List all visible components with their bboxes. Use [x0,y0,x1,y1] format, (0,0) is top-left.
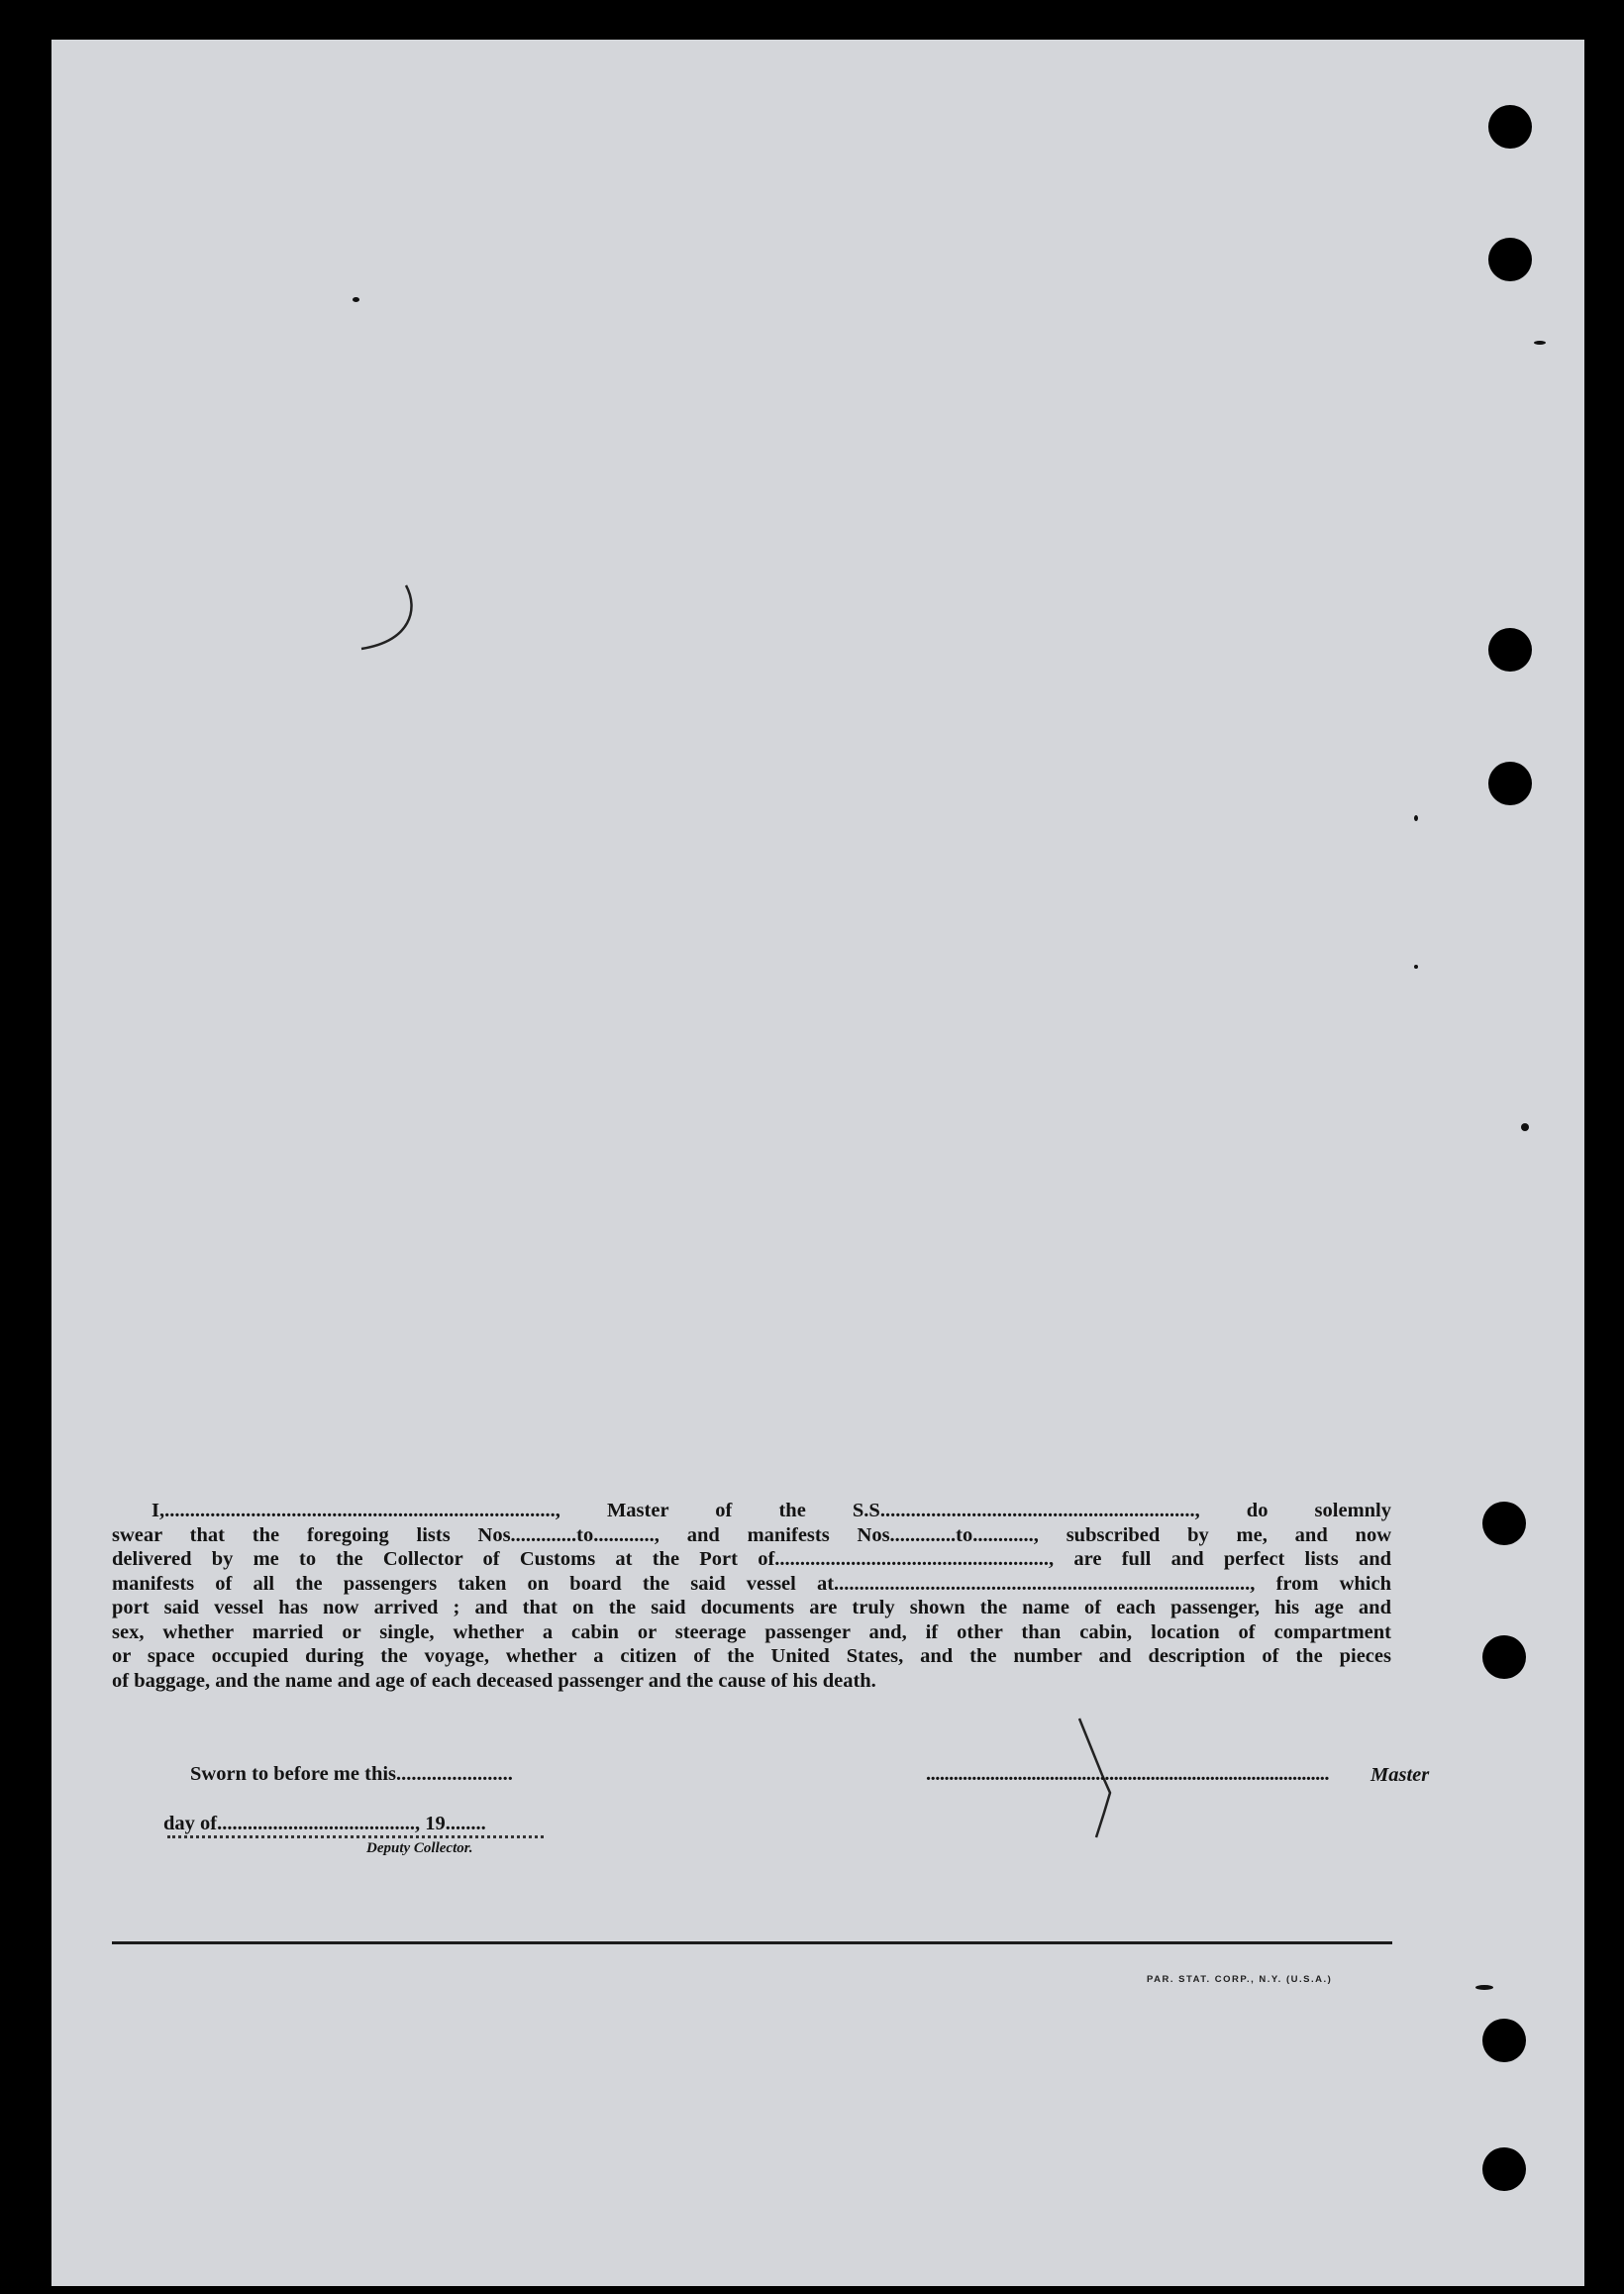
punch-hole [1488,238,1532,281]
oath-line: port said vessel has now arrived ; and that on the said documents are truly shown the name of each passenger, his age and [112,1597,1391,1618]
punch-hole [1482,2019,1526,2062]
punch-hole [1488,628,1532,672]
pencil-mark [352,579,421,659]
punch-hole [1488,105,1532,149]
deputy-signature-line [167,1835,544,1838]
footer-rule [112,1941,1392,1944]
punch-hole [1482,2147,1526,2191]
form-sheet [51,40,1584,2286]
master-label: Master [1370,1764,1430,1786]
oath-paragraph [112,1499,1391,1693]
speck [1475,1985,1493,1990]
deputy-collector-label: Deputy Collector. [366,1840,473,1856]
oath-line: delivered by me to the Collector of Customs at the Port of......................................................, are full and perfect lists and [112,1548,1391,1570]
oath-line: of baggage, and the name and age of each deceased passenger and the cause of his death. [112,1669,876,1692]
speck [353,297,359,302]
speck [1414,965,1418,969]
speck [1414,815,1418,821]
day-of-field: day of......................................., 19........ [163,1813,486,1834]
oath-line: manifests of all the passengers taken on board the said vessel at.................................................................................., from which [112,1572,1391,1595]
oath-line: or space occupied during the voyage, whether a citizen of the United States, and the number and description of the pieces [112,1645,1391,1667]
speck [1534,341,1546,345]
punch-hole [1482,1635,1526,1679]
master-signature-line: ........................................................................................ [926,1763,1329,1785]
printer-imprint: PAR. STAT. CORP., N.Y. (U.S.A.) [1147,1974,1333,1985]
oath-line: I,............................................................................., Master of the S.S.............................................................., do solemnly [152,1500,1391,1521]
oath-line: sex, whether married or single, whether a cabin or steerage passenger and, if other than cabin, location of compartment [112,1620,1391,1643]
sworn-before-field: Sworn to before me this....................... [190,1763,513,1785]
oath-line: swear that the foregoing lists Nos.............to............, and manifests Nos.............to............, subscribed by me, and now [112,1523,1391,1546]
speck [1521,1123,1529,1131]
punch-hole [1482,1502,1526,1545]
punch-hole [1488,762,1532,805]
